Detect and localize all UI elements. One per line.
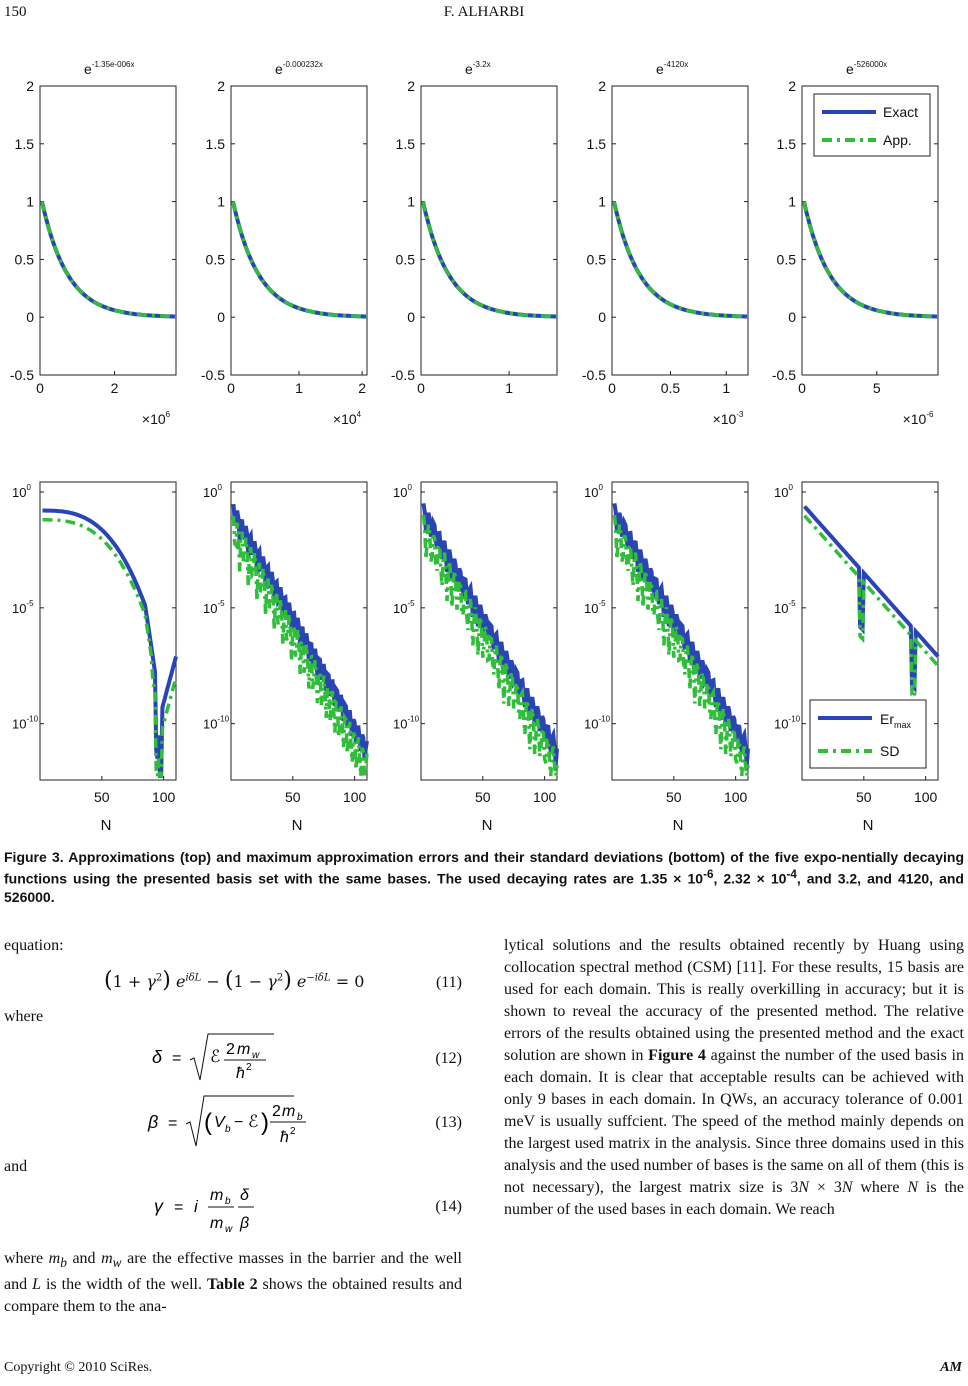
page-number: 150 [4, 4, 27, 20]
y-tick-label: $10^{-5}$ [584, 598, 606, 616]
left-and-word: and [66, 1250, 102, 1267]
y-tick-label: 1.5 [205, 135, 225, 152]
exact-series-line [233, 202, 367, 317]
running-header-author: F. ALHARBI [443, 4, 525, 20]
x-tick-label: 50 [94, 789, 110, 805]
y-tick-label: $10^{-5}$ [12, 598, 34, 616]
x-tick-label: 1 [722, 380, 731, 396]
y-tick-label: 2 [598, 78, 606, 94]
svg-text:m: m [282, 1103, 296, 1120]
left-para-d: shows the obtained results and compare them to the ana- [4, 1276, 462, 1316]
right-para-a: lytical solutions and the results obtained recently by Huang using collocation spectral method (CSM) [11]. For these results, 15 basis are used for each domain. This is really overkilling in accuracy; but it is shown to reveal the accuracy of the presented method. The relative errors of the results obtained using the presented method and the exact solution are shown in [504, 937, 964, 1064]
caption-sup-b: -4 [786, 868, 797, 881]
top-chart-2 [201, 60, 367, 427]
y-tick-label: $10^{-10}$ [203, 714, 230, 732]
x-tick-label: 50 [285, 789, 301, 805]
x-tick-label: 0 [227, 380, 235, 396]
y-tick-label: 0.5 [586, 251, 606, 268]
chart-title: $e^{-1.35e-006x}$ [84, 60, 135, 77]
equation-12-formula [144, 1030, 344, 1086]
plot-frame [421, 86, 557, 375]
svg-text:β: β [240, 1215, 250, 1232]
svg-text:=: = [174, 1199, 184, 1216]
right-para-e: is the number of the used bases in each domain. We reach [504, 1179, 965, 1218]
caption-label: Figure 3. [4, 849, 64, 865]
y-tick-label: 1 [217, 193, 225, 210]
y-tick-label: $10^{-10}$ [12, 714, 39, 732]
x-axis-label: N [862, 817, 874, 834]
equation-13-number: (13) [435, 1114, 462, 1131]
x-axis-label: N [481, 817, 493, 834]
x-tick-label: 0.5 [660, 380, 681, 396]
y-tick-label: -0.5 [771, 367, 796, 383]
caption-sup-a: -6 [703, 868, 714, 881]
footer-journal: AM [940, 1360, 962, 1375]
x-tick-label: 100 [532, 789, 557, 805]
legend-sd-label: SD [880, 743, 900, 759]
caption-text-c: , and 3.2, and 4120, and 526000. [4, 870, 964, 905]
x-tick-label: 50 [475, 789, 491, 805]
y-tick-label: -0.5 [390, 367, 415, 383]
svg-text:2: 2 [226, 1041, 235, 1058]
footer-copyright: Copyright © 2010 SciRes. [4, 1360, 153, 1375]
svg-text:w: w [252, 1050, 260, 1061]
legend [814, 94, 930, 156]
and-label: and [4, 1158, 28, 1175]
y-tick-label: 0.5 [395, 251, 415, 268]
bottom-chart-3 [393, 482, 557, 834]
equation-14-formula [144, 1176, 304, 1236]
svg-text:=: = [172, 1050, 182, 1067]
y-tick-label: $10^0$ [774, 483, 793, 500]
x-scale-label: $\times 10^{-6}$ [902, 410, 934, 427]
y-tick-label: 2 [788, 78, 796, 94]
bottom-chart-2 [203, 482, 367, 834]
svg-text:m: m [210, 1215, 224, 1232]
svg-text:w: w [225, 1224, 233, 1235]
bottom-chart-5 [774, 482, 938, 834]
x-tick-label: 100 [151, 789, 176, 805]
chart-title: $e^{-0.000232x}$ [275, 60, 323, 77]
y-tick-label: $10^{-5}$ [393, 598, 415, 616]
svg-text:ℰ: ℰ [210, 1047, 221, 1066]
left-paragraph [4, 1248, 462, 1318]
x-axis-label: N [100, 817, 112, 834]
svg-text:2: 2 [272, 1103, 281, 1120]
approx-series-line [42, 202, 176, 317]
N-symbol: N [907, 1179, 919, 1196]
right-para-d: where [852, 1179, 908, 1196]
svg-text:ħ: ħ [280, 1129, 289, 1146]
y-tick-label: 1 [788, 193, 796, 210]
y-tick-label: -0.5 [581, 367, 606, 383]
x-tick-label: 0 [798, 380, 806, 396]
equation-intro: equation: [4, 937, 64, 954]
y-tick-label: 2 [217, 78, 225, 94]
equation-12-number: (12) [435, 1050, 462, 1067]
m-b: m [48, 1250, 61, 1267]
y-tick-label: $10^{-10}$ [393, 714, 420, 732]
sd-series-line [615, 515, 749, 776]
caption-text-a: Approximations (top) and maximum approximation errors and their standard deviations (bottom) of the five expo-nentially decaying functions using the presented basis set with the same bases. The used decaying rates are 1.35 × 10 [4, 849, 964, 887]
approx-series-line [614, 202, 748, 317]
y-tick-label: 1.5 [586, 135, 606, 152]
N-symbol: N [798, 1179, 810, 1196]
y-tick-label: $10^0$ [12, 483, 31, 500]
svg-text:β: β [148, 1112, 159, 1132]
m-b-sub: b [60, 1255, 67, 1271]
y-tick-label: $10^0$ [203, 483, 222, 500]
equation-14 [4, 1176, 462, 1236]
y-tick-label: 1.5 [776, 135, 796, 152]
x-tick-label: 0 [417, 380, 425, 396]
top-chart-1 [10, 60, 176, 427]
svg-text:ħ: ħ [236, 1065, 245, 1082]
bottom-chart-1 [12, 482, 176, 834]
svg-text:2: 2 [290, 1126, 296, 1137]
y-tick-label: 1.5 [14, 135, 34, 152]
y-tick-label: 2 [407, 78, 415, 94]
sd-series-line [424, 515, 558, 776]
m-w: m [101, 1250, 113, 1267]
L-symbol: L [32, 1276, 41, 1294]
sd-series-line [805, 516, 939, 698]
y-tick-label: $10^{-10}$ [774, 714, 801, 732]
y-tick-label: 0.5 [205, 251, 225, 268]
approx-series-line [804, 202, 938, 317]
y-tick-label: $10^{-5}$ [203, 598, 225, 616]
equation-12 [4, 1030, 462, 1086]
svg-text:i: i [194, 1197, 198, 1216]
legend-app-label: App. [883, 132, 912, 148]
er-max-series-line [234, 504, 368, 759]
y-tick-label: 0 [26, 309, 34, 326]
caption-text-b: , 2.32 × 10 [713, 870, 787, 887]
x-scale-label: $\times 10^{-3}$ [712, 410, 744, 427]
right-para-c: × 3 [809, 1179, 842, 1196]
exact-series-line [804, 202, 938, 317]
x-tick-label: 1 [505, 380, 514, 396]
svg-text:δ: δ [152, 1047, 163, 1067]
x-tick-label: 1 [295, 380, 303, 396]
y-tick-label: 0 [217, 309, 225, 326]
plot-frame [612, 86, 748, 375]
y-tick-label: 0 [598, 309, 606, 326]
x-axis-label: N [291, 817, 303, 834]
approx-series-line [233, 202, 367, 317]
chart-title: $e^{-3.2x}$ [465, 60, 491, 77]
svg-text:δ: δ [240, 1187, 249, 1204]
chart-title: $e^{-4120x}$ [656, 60, 689, 77]
right-para-b: against the number of the used basis in each domain. It is clear that acceptable results can be achieved with only 9 bases in each domain. In QWs, an accuracy tolerance of 0.001 meV is usually suffcient. The speed of the method mainly depends on the largest used matrix in the analysis. Since three domains used in this analysis and the used number of bases is the same on all of them (this is not necessary), the largest matrix size is 3 [504, 1047, 965, 1196]
exact-series-line [423, 202, 557, 317]
y-tick-label: 2 [26, 78, 34, 94]
top-chart-4 [582, 60, 748, 427]
y-tick-label: 0 [407, 309, 415, 326]
top-chart-3 [391, 60, 557, 396]
y-tick-label: $10^{-10}$ [584, 714, 611, 732]
m-w-sub: w [112, 1255, 122, 1271]
svg-text:m: m [210, 1187, 224, 1204]
x-axis-label: N [672, 817, 684, 834]
approx-series-line [423, 202, 557, 317]
svg-text:): ) [261, 1109, 269, 1136]
x-tick-label: 100 [342, 789, 367, 805]
equation-13-formula [144, 1092, 364, 1152]
x-tick-label: 50 [856, 789, 872, 805]
svg-text:m: m [237, 1041, 251, 1058]
plot-frame [40, 86, 176, 375]
x-tick-label: 100 [913, 789, 938, 805]
svg-text:b: b [225, 1196, 231, 1207]
legend-box [810, 700, 926, 768]
svg-text:(: ( [204, 1109, 212, 1136]
svg-text:=: = [168, 1115, 178, 1132]
equation-11-number: (11) [435, 974, 462, 991]
svg-text:V: V [214, 1114, 225, 1131]
equation-11: $(1 + \gamma^2)$ $e^{i\delta L} - (1 - \gamma^2) e^{-i\delta L} = 0$ (11) [104, 968, 462, 993]
y-tick-label: $10^0$ [584, 483, 603, 500]
x-scale-label: $\times 10^4$ [332, 410, 362, 427]
svg-text:ℰ: ℰ [248, 1112, 259, 1131]
x-tick-label: 2 [110, 380, 119, 396]
er-max-series-line [43, 511, 177, 777]
figure-caption [4, 848, 964, 906]
equation-14-number: (14) [435, 1198, 462, 1215]
x-scale-label: $\times 10^6$ [141, 410, 171, 427]
y-tick-label: $10^{-5}$ [774, 598, 796, 616]
legend [810, 700, 926, 768]
legend-exact-label: Exact [883, 104, 919, 120]
exact-series-line [614, 202, 748, 317]
left-para-c: is the width of the well. [41, 1276, 207, 1294]
y-tick-label: 0.5 [14, 251, 34, 268]
right-paragraph [504, 935, 964, 1221]
y-tick-label: -0.5 [9, 367, 34, 383]
y-tick-label: 0 [788, 309, 796, 326]
y-tick-label: 1 [407, 193, 415, 210]
x-tick-label: 0 [608, 380, 616, 396]
svg-text:b: b [225, 1124, 231, 1135]
y-tick-label: 1.5 [395, 135, 415, 152]
where-label: where [4, 1008, 44, 1025]
svg-text:b: b [297, 1112, 303, 1123]
figure-4-ref[interactable]: Figure 4 [648, 1047, 706, 1064]
x-tick-label: 0 [36, 380, 44, 396]
x-tick-label: 100 [723, 789, 748, 805]
x-tick-label: 50 [666, 789, 682, 805]
sd-series-line [234, 516, 368, 776]
y-tick-label: $10^0$ [393, 483, 412, 500]
bottom-chart-4 [584, 482, 748, 834]
y-tick-label: 1 [598, 193, 606, 210]
top-chart-5 [772, 60, 938, 427]
svg-text:−: − [234, 1114, 244, 1131]
left-para-a: where [4, 1250, 49, 1267]
y-tick-label: -0.5 [200, 367, 225, 383]
y-tick-label: 1 [26, 193, 34, 210]
chart-title: $e^{-526000x}$ [846, 60, 888, 77]
left-para-b: are the effective masses in the barrier and the well and [4, 1250, 463, 1294]
svg-text:γ: γ [154, 1196, 163, 1216]
equation-13 [4, 1092, 462, 1152]
table-2-ref[interactable]: Table 2 [206, 1276, 258, 1294]
N-symbol: N [841, 1179, 853, 1196]
er-max-series-line [805, 506, 939, 688]
svg-text:2: 2 [246, 1062, 252, 1073]
legend-ermax-label: $Er_{max}$ [880, 711, 912, 730]
y-tick-label: 0.5 [776, 251, 796, 268]
x-tick-label: 2 [358, 380, 367, 396]
plot-frame [231, 86, 367, 375]
x-tick-label: 5 [872, 380, 881, 396]
exact-series-line [42, 202, 176, 317]
